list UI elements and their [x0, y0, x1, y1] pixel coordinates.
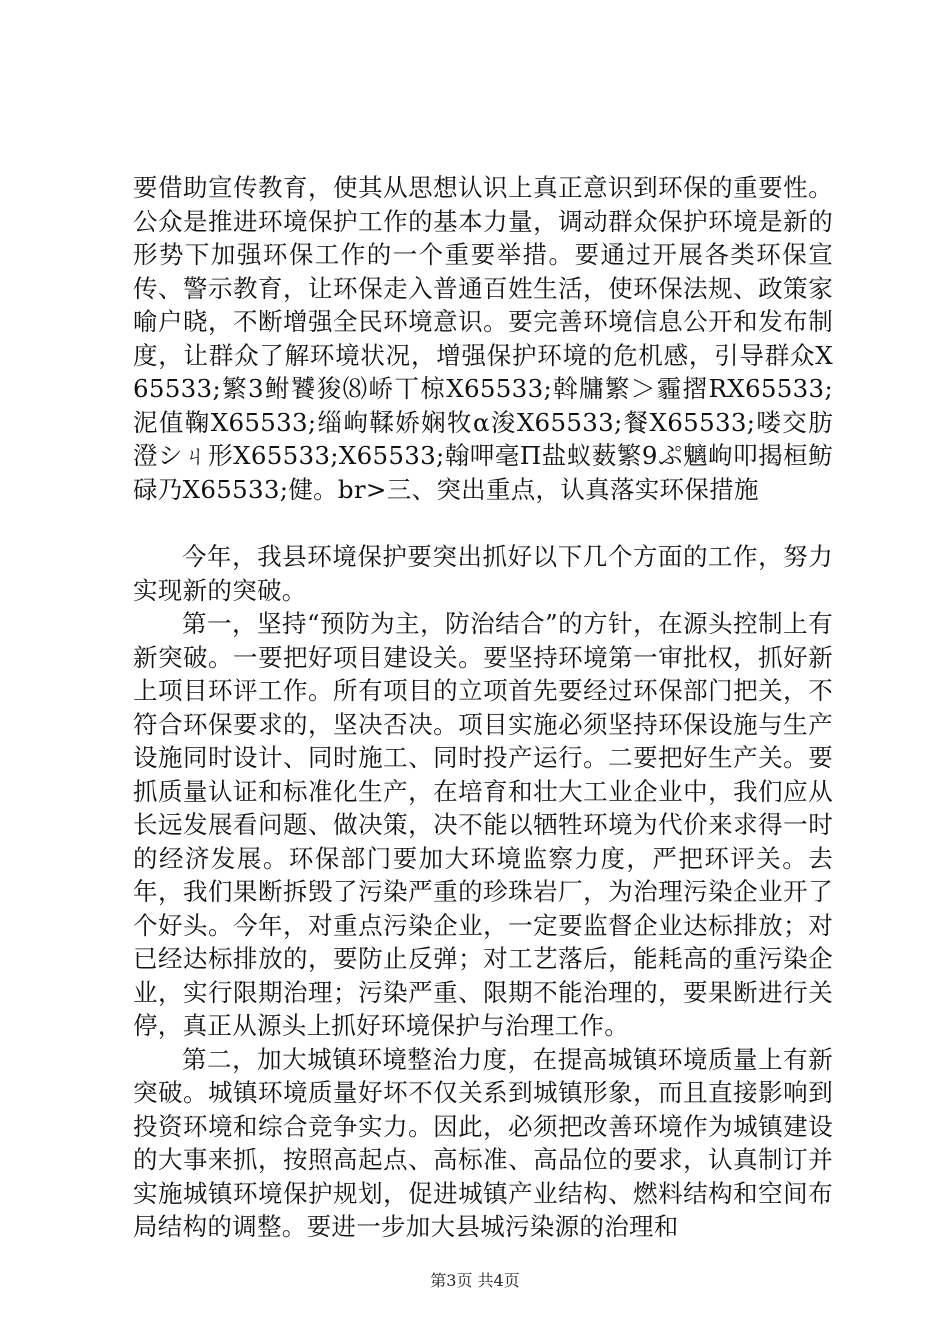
page-number-label: 第3页 共4页	[430, 1271, 520, 1290]
page-footer	[0, 1271, 950, 1291]
paragraph-1: 要借助宣传教育，使其从思想认识上真正意识到环保的重要性。公众是推进环境保护工作的基本力量，调动群众保护环境是新的形势下加强环保工作的一个重要举措。要通过开展各类环保宣传、警示教育，让环保走入普通百姓生活，使环保法规、政策家喻户晓，不断增强全民环境意识。要完善环境信息公开和发布制度，让群众了解环境状况，增强保护环境的危机感，引导群众X65533;繁3鲋饕狻⑻峤丅椋X65533;斡牗繁＞霾摺RX65533;泥值鞠X65533;缁岣鞣娇娴牧α浚X65533;餐X65533;喽交肪澄シㄐ形X65533;X65533;翰呷毫Π盐蚁薮繁9ぷ魑岣叩揭桓鲂碌乃X65533;健。br>三、突出重点，认真落实环保措施	[133, 173, 833, 504]
document-body	[133, 171, 833, 1244]
paragraph-2: 今年，我县环境保护要突出抓好以下几个方面的工作，努力实现新的突破。	[133, 542, 833, 605]
paragraph-4: 第二，加大城镇环境整治力度，在提高城镇环境质量上有新突破。城镇环境质量好坏不仅关系到城镇形象，而且直接影响到投资环境和综合竞争实力。因此，必须把改善环境作为城镇建设的大事来抓，按照高起点、高标准、高品位的要求，认真制订并实施城镇环境保护规划，促进城镇产业结构、燃料结构和空间布局结构的调整。要进一步加大县城污染源的治理和	[133, 1044, 833, 1241]
paragraph-gap	[133, 506, 833, 540]
paragraph-3: 第一，坚持“预防为主，防治结合”的方针，在源头控制上有新突破。一要把好项目建设关。要坚持环境第一审批权，抓好新上项目环评工作。所有项目的立项首先要经过环保部门把关，不符合环保要求的，坚决否决。项目实施必须坚持环保设施与生产设施同时设计、同时施工、同时投产运行。二要把好生产关。要抓质量认证和标准化生产，在培育和壮大工业企业中，我们应从长远发展看问题、做决策，决不能以牺牲环境为代价来求得一时的经济发展。环保部门要加大环境监察力度，严把环评关。去年，我们果断拆毁了污染严重的珍珠岩厂，为治理污染企业开了个好头。今年，对重点污染企业，一定要监督企业达标排放；对已经达标排放的，要防止反弹；对工艺落后，能耗高的重污染企业，实行限期治理；污染严重、限期不能治理的，要果断进行关停，真正从源头上抓好环境保护与治理工作。	[133, 609, 833, 1040]
